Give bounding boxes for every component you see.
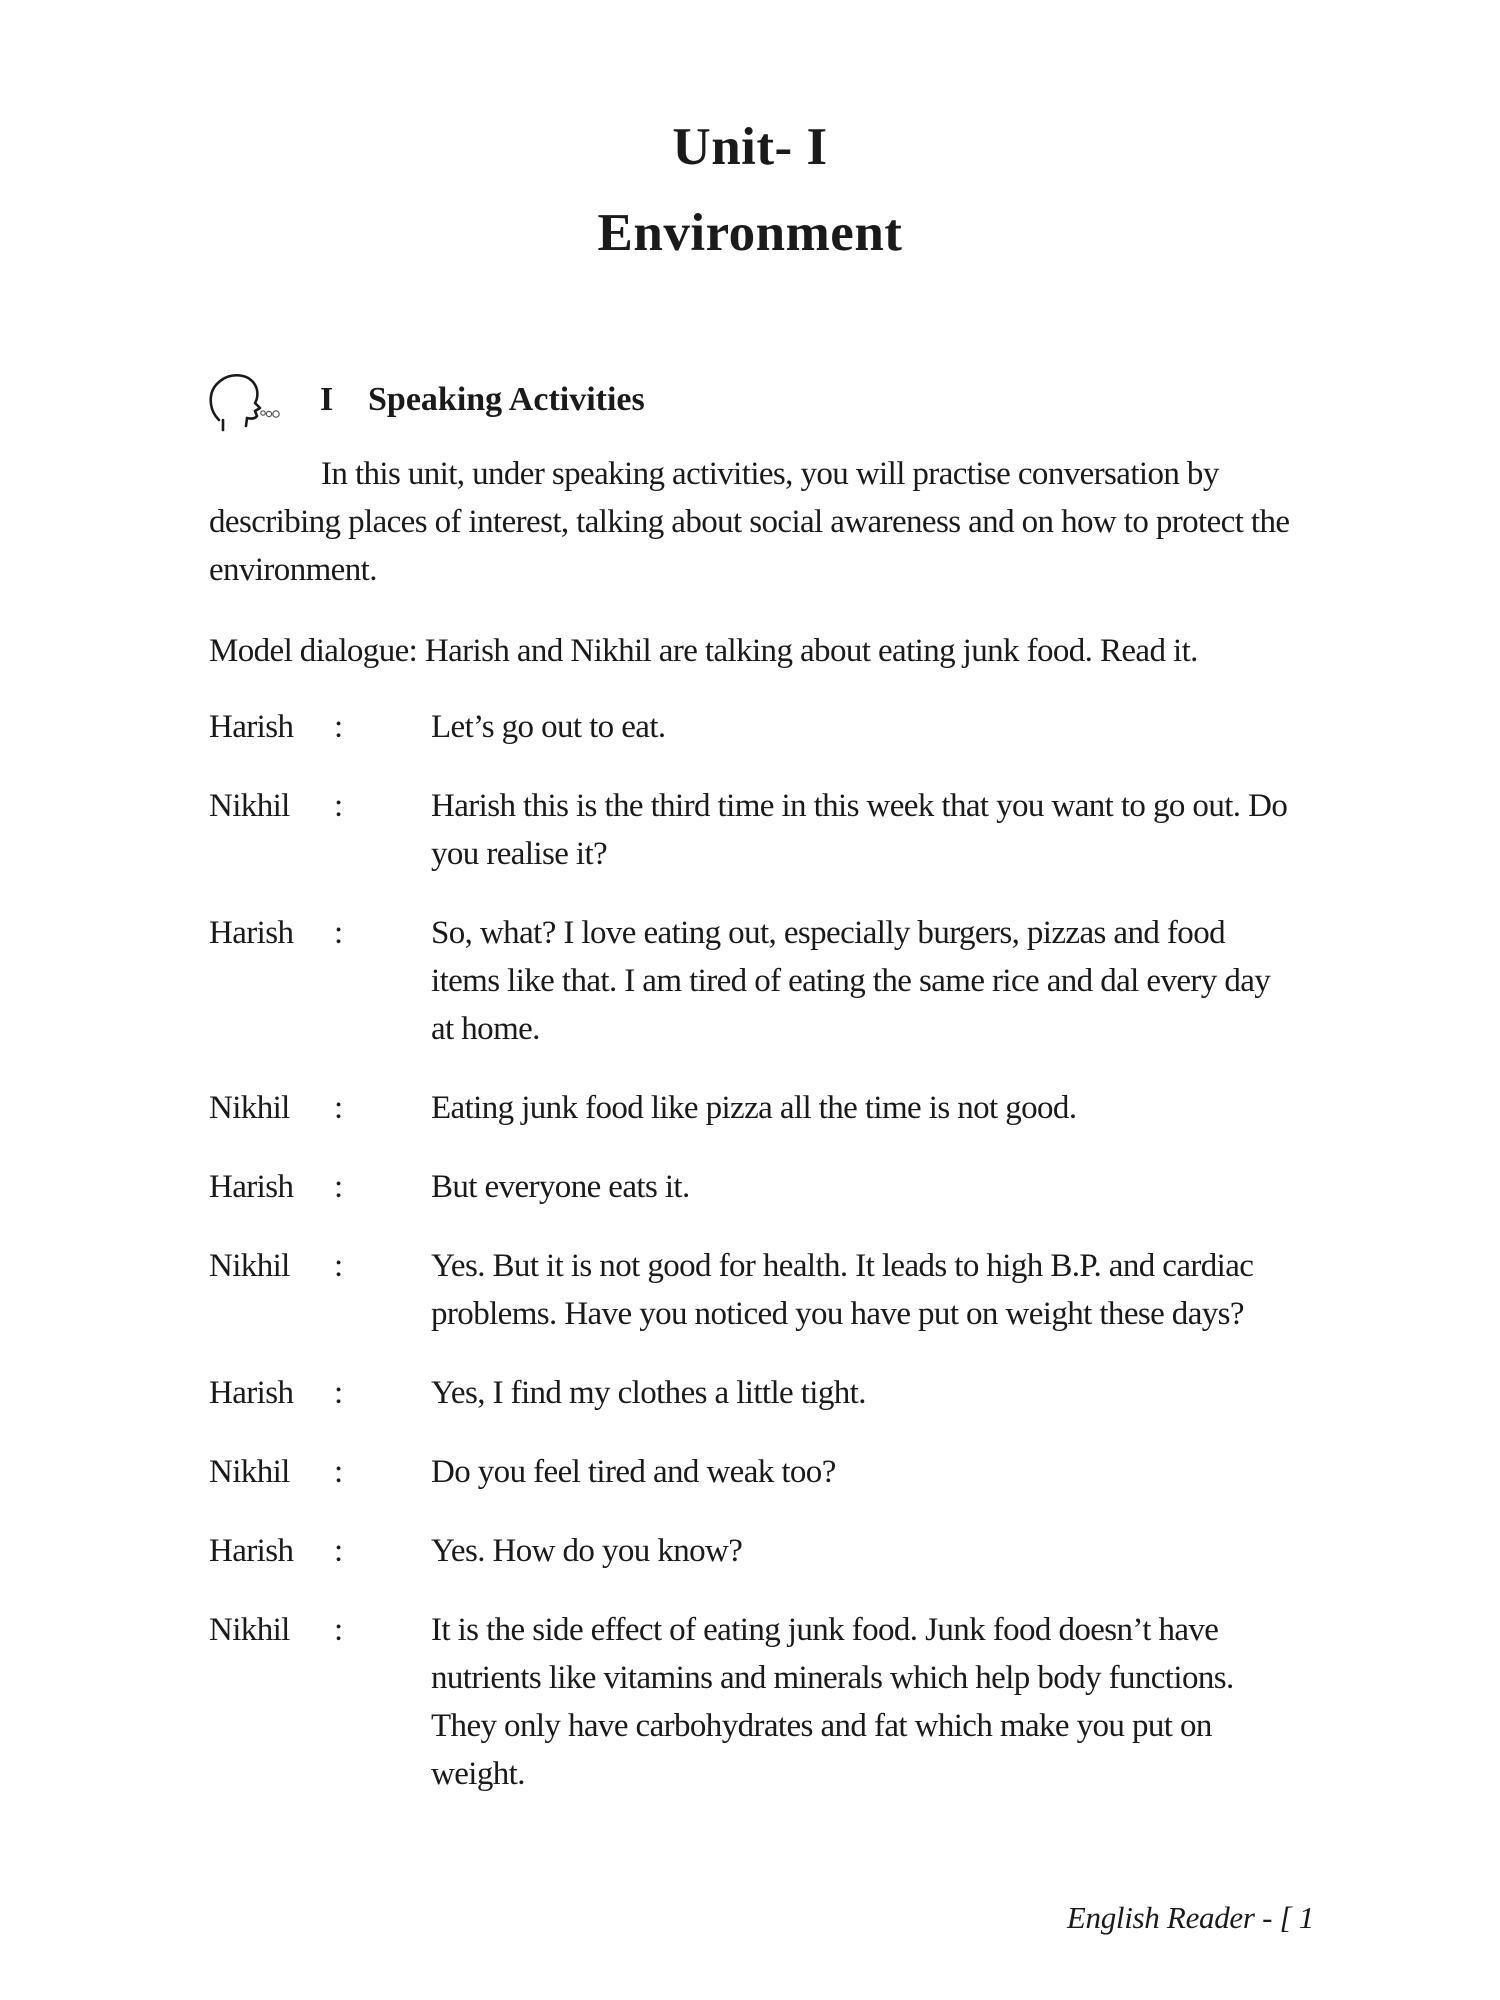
dialogue-line <box>209 1084 1319 1132</box>
speaker-name: Harish <box>209 1375 294 1411</box>
speaker-separator: : <box>334 1090 343 1126</box>
speaker-name: Nikhil <box>209 1612 290 1648</box>
speaker-separator: : <box>334 1248 343 1284</box>
dialogue-text: Let’s go out to eat. <box>431 709 666 745</box>
dialogue-text: Do you feel tired and weak too? <box>431 1454 836 1490</box>
speaker-name: Harish <box>209 915 294 951</box>
dialogue-line <box>209 1527 1319 1575</box>
dialogue-line <box>209 1242 1319 1338</box>
intro-paragraph: In this unit, under speaking activities, you will practise conversation by describing places of interest, talking about social awareness and on how to protect the environment. <box>209 456 1290 588</box>
unit-heading: Unit- I <box>672 118 828 176</box>
dialogue-text: Yes. But it is not good for health. It leads to high B.P. and cardiac problems. Have you noticed you have put on weight these days? <box>431 1248 1254 1332</box>
speaker-separator: : <box>334 1375 343 1411</box>
dialogue-line <box>209 703 1319 751</box>
dialogue-text: But everyone eats it. <box>431 1169 690 1205</box>
dialogue-text: So, what? I love eating out, especially burgers, pizzas and food items like that. I am tired of eating the same rice and dal every day at home. <box>431 915 1271 1047</box>
page-footer: English Reader - [ 1 <box>1066 1900 1314 1935</box>
dialogue <box>209 703 1319 1798</box>
dialogue-line <box>209 1163 1319 1211</box>
dialogue-line <box>209 1448 1319 1496</box>
speaker-name: Nikhil <box>209 1454 290 1490</box>
speaker-separator: : <box>334 709 343 745</box>
speaker-name: Harish <box>209 709 294 745</box>
speaker-separator: : <box>334 1169 343 1205</box>
speaker-name: Nikhil <box>209 1248 290 1284</box>
speaker-name: Harish <box>209 1533 294 1569</box>
section-title: Speaking Activities <box>368 381 645 418</box>
section-number: I <box>320 381 334 418</box>
speaker-name: Nikhil <box>209 788 290 824</box>
speaker-separator: : <box>334 1612 343 1648</box>
dialogue-text: Yes. How do you know? <box>431 1533 743 1569</box>
section-heading <box>205 370 905 440</box>
chapter-title: Environment <box>597 204 903 262</box>
speaker-separator: : <box>334 1533 343 1569</box>
model-dialogue-instruction: Model dialogue: Harish and Nikhil are talking about eating junk food. Read it. <box>209 633 1198 669</box>
speaker-separator: : <box>334 915 343 951</box>
dialogue-line <box>209 1369 1319 1417</box>
speaker-name: Nikhil <box>209 1090 290 1126</box>
speaker-separator: : <box>334 788 343 824</box>
dialogue-line <box>209 782 1319 878</box>
dialogue-line <box>209 909 1319 1053</box>
dialogue-text: Yes, I find my clothes a little tight. <box>431 1375 866 1411</box>
dialogue-text: Eating junk food like pizza all the time is not good. <box>431 1090 1077 1126</box>
dialogue-text: It is the side effect of eating junk food. Junk food doesn’t have nutrients like vitamins and minerals which help body functions. They only have carbohydrates and fat which make you put on weight. <box>431 1612 1234 1792</box>
dialogue-text: Harish this is the third time in this week that you want to go out. Do you realise it? <box>431 788 1288 872</box>
speaker-name: Harish <box>209 1169 294 1205</box>
dialogue-line <box>209 1606 1319 1798</box>
speaker-separator: : <box>334 1454 343 1490</box>
speaking-head-icon <box>205 370 295 440</box>
